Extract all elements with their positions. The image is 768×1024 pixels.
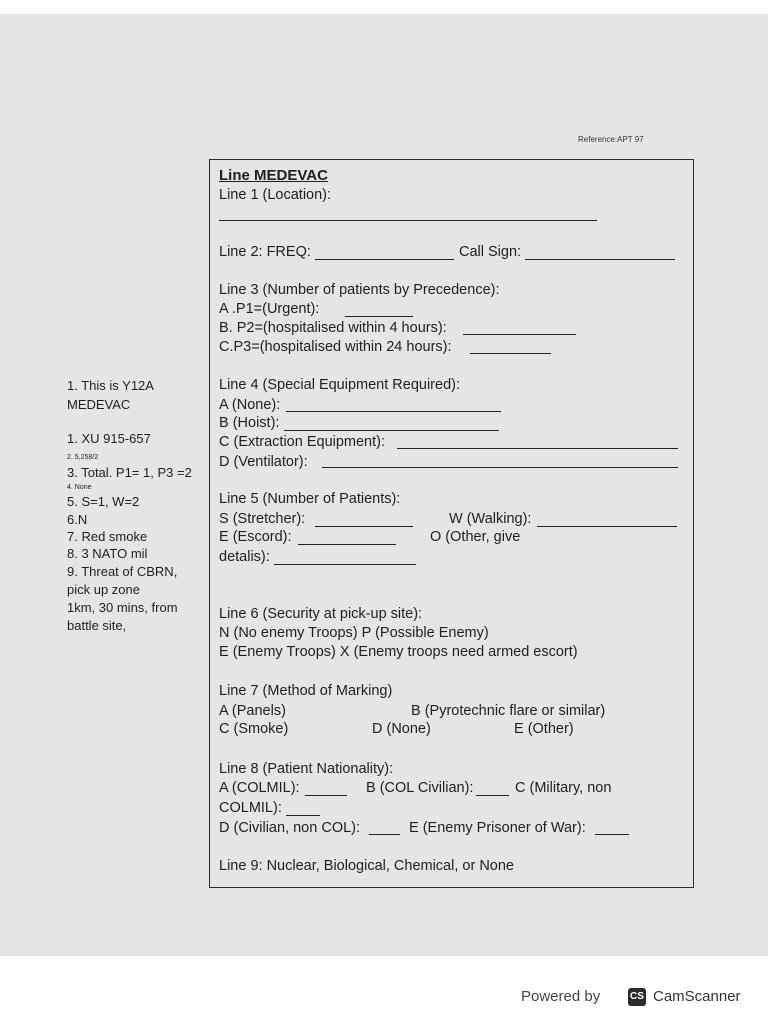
answer-line: 7. Red smoke [67,529,148,544]
line8-b-label: B (COL Civilian): [366,780,474,796]
answer-line: 6.N [67,512,88,527]
line5-o-label: O (Other, give [430,529,521,545]
line6-options-ex: E (Enemy Troops) X (Enemy troops need armed escort) [219,644,578,660]
line8-label: Line 8 (Patient Nationality): [219,761,394,777]
line2-callsign-label: Call Sign: [459,244,522,260]
powered-by-text: Powered by [521,988,601,1005]
line3-a-blank [345,315,413,317]
line4-b-label: B (Hoist): [219,415,280,431]
line7-d-label: D (None) [372,721,431,737]
answer-line: MEDEVAC [67,397,131,412]
answer-line: 3. Total. P1= 1, P3 =2 [67,465,192,480]
line3-b-label: B. P2=(hospitalised within 4 hours): [219,320,447,336]
line8-a-blank [305,794,347,796]
line7-e-label: E (Other) [514,721,574,737]
form-title: Line MEDEVAC [219,167,328,184]
line5-details-label: detalis): [219,549,270,565]
line8-e-label: E (Enemy Prisoner of War): [409,820,586,836]
line4-d-label: D (Ventilator): [219,454,308,470]
line4-c-label: C (Extraction Equipment): [219,434,386,450]
line7-a-label: A (Panels) [219,703,286,719]
line8-a-label: A (COLMIL): [219,780,300,796]
answer-line: 1. XU 915-657 [67,431,151,446]
camscanner-brand-text: CamScanner [653,988,741,1005]
camscanner-logo-icon: CS [628,988,646,1006]
line5-label: Line 5 (Number of Patients): [219,491,401,507]
line3-label: Line 3 (Number of patients by Precedence): [219,282,500,298]
line5-w-blank [537,525,677,527]
line5-e-blank [298,543,396,545]
line8-e-blank [595,833,629,835]
line4-a-label: A (None): [219,397,281,413]
line8-d-label: D (Civilian, non COL): [219,820,361,836]
line5-s-label: S (Stretcher): [219,511,306,527]
answer-line: 1. This is Y12A [67,378,154,393]
line1-blank [219,219,597,221]
answer-line: 8. 3 NATO mil [67,546,148,561]
answer-line: 4. None [67,484,92,491]
line6-label: Line 6 (Security at pick-up site): [219,606,423,622]
line2-freq-label: Line 2: FREQ: [219,244,311,260]
line2-freq-blank [315,258,454,260]
answer-line: 9. Threat of CBRN, [67,564,178,579]
line3-b-blank [463,333,576,335]
line5-details-blank [274,563,416,565]
line4-a-blank [286,410,501,412]
line7-b-label: B (Pyrotechnic flare or similar) [411,703,606,719]
line3-c-blank [470,352,551,354]
line2-callsign-blank [525,258,675,260]
line6-options-np: N (No enemy Troops) P (Possible Enemy) [219,625,489,641]
line8-d-blank [369,833,400,835]
answer-line: battle site, [67,618,127,633]
answer-line: 2. 5,258/2 [67,454,99,461]
line7-label: Line 7 (Method of Marking) [219,683,393,699]
answer-line: 5. S=1, W=2 [67,494,140,509]
line3-c-label: C.P3=(hospitalised within 24 hours): [219,339,452,355]
line8-colmil-label: COLMIL): [219,800,282,816]
reference-label: Reference:APT 97 [578,135,644,144]
line1-label: Line 1 (Location): [219,187,332,203]
line9-label: Line 9: Nuclear, Biological, Chemical, or None [219,858,514,874]
answer-line: 1km, 30 mins, from [67,600,178,615]
line5-e-label: E (Escord): [219,529,292,545]
line8-c-label: C (Military, non [515,780,612,796]
line4-c-blank [397,447,678,449]
line7-c-label: C (Smoke) [219,721,289,737]
line5-s-blank [315,525,413,527]
line4-b-blank [284,429,499,431]
line8-b-blank [476,794,509,796]
line4-d-blank [322,466,678,468]
line4-label: Line 4 (Special Equipment Required): [219,377,460,393]
answer-line: pick up zone [67,582,140,597]
line8-colmil-blank [286,814,320,816]
line3-a-label: A .P1=(Urgent): [219,301,320,317]
line5-w-label: W (Walking): [449,511,532,527]
